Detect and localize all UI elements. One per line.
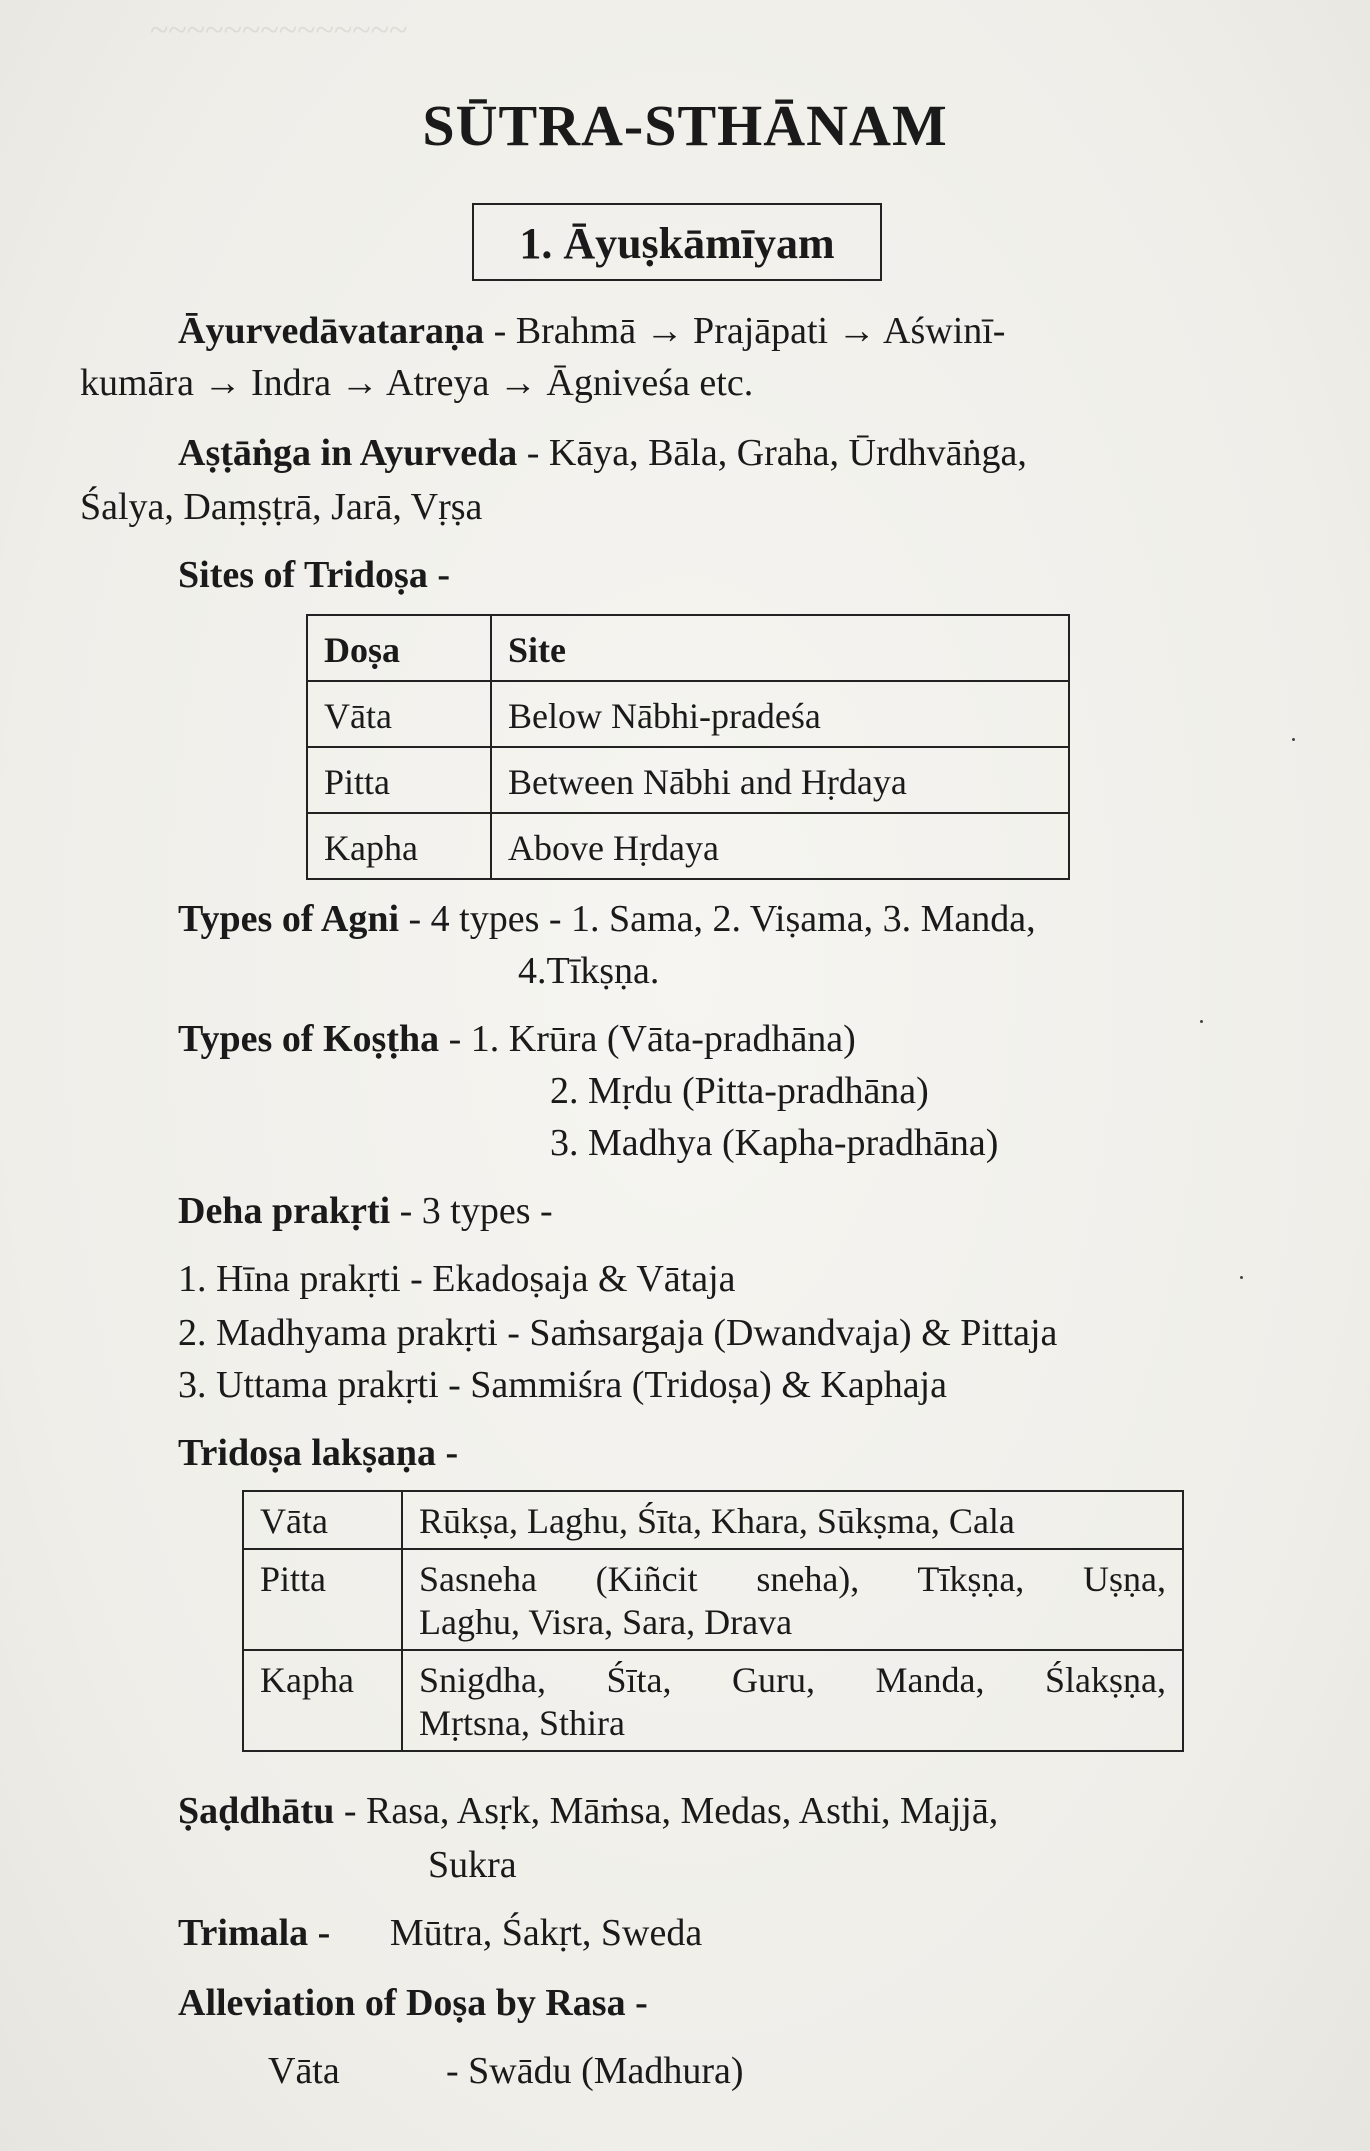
table-cell: Pitta (307, 747, 491, 813)
table-cell: Above Hṛdaya (491, 813, 1069, 879)
kostha-item-3: 3. Madhya (Kapha-pradhāna) (550, 1122, 999, 1164)
avatarana-text-2: kumāra → Indra → Atreya → Āgniveśa etc. (80, 362, 754, 404)
table-row (243, 1650, 1183, 1751)
agni-text-1: - 4 types - 1. Sama, 2. Viṣama, 3. Manda, (408, 898, 1036, 940)
table-cell (402, 1650, 1183, 1751)
saddhatu-label: Ṣaḍdhātu (178, 1790, 335, 1832)
table-cell: Between Nābhi and Hṛdaya (491, 747, 1069, 813)
kostha-item-1: - 1. Krūra (Vāta-pradhāna) (448, 1018, 856, 1060)
laksana-text: Sasneha (Kiñcit sneha), Tīkṣṇa, Uṣṇa, (419, 1559, 1166, 1600)
table-row (307, 747, 1069, 813)
astanga-text-1: - Kāya, Bāla, Graha, Ūrdhvāṅga, (526, 432, 1027, 474)
astanga-text-2: Śalya, Daṃṣṭrā, Jarā, Vṛṣa (80, 486, 483, 528)
kostha-label: Types of Koṣṭha (178, 1018, 440, 1060)
sites-label: Sites of Tridoṣa - (178, 554, 450, 596)
deha-line (178, 1192, 553, 1230)
table-cell (402, 1491, 1183, 1549)
deha-suffix: - 3 types - (399, 1190, 553, 1232)
table-row (243, 1549, 1183, 1650)
laksana-table (242, 1490, 1184, 1752)
laksana-label: Tridoṣa lakṣaṇa - (178, 1432, 459, 1474)
deha-label: Deha prakṛti (178, 1190, 391, 1232)
saddhatu-text-1: - Rasa, Asṛk, Māṁsa, Medas, Asthi, Majjā, (343, 1790, 999, 1832)
alleviation-label: Alleviation of Doṣa by Rasa - (178, 1982, 648, 2024)
table-cell (402, 1549, 1183, 1650)
trimala-value: Mūtra, Śakṛt, Sweda (389, 1912, 703, 1954)
laksana-text: Rūkṣa, Laghu, Śīta, Khara, Sūkṣma, Cala (419, 1501, 1015, 1541)
table-row (307, 615, 1069, 681)
table-cell: Kapha (243, 1650, 402, 1751)
laksana-text: Laghu, Visra, Sara, Drava (419, 1601, 793, 1642)
table-row (307, 681, 1069, 747)
show-through-text: ~~~~~~~~~~~~~~ (150, 12, 408, 49)
page-title: SŪTRA-STHĀNAM (422, 93, 948, 158)
alleviation-value: - Swādu (Madhura) (446, 2050, 744, 2092)
table-cell: Pitta (243, 1549, 402, 1650)
trimala-line (178, 1914, 702, 1952)
sites-table (306, 614, 1070, 880)
laksana-text: Mṛtsna, Sthira (419, 1702, 625, 1743)
saddhatu-line-1 (178, 1792, 998, 1830)
avatarana-label: Āyurvedāvataraṇa (178, 310, 485, 352)
deha-item-1: 1. Hīna prakṛti - Ekadoṣaja & Vātaja (178, 1258, 736, 1300)
laksana-text: Snigdha, Śīta, Guru, Manda, Ślakṣṇa, (419, 1660, 1166, 1701)
kostha-line-1 (178, 1020, 856, 1058)
table-cell: Vāta (307, 681, 491, 747)
print-speck (1240, 1276, 1243, 1279)
table-cell: Vāta (243, 1491, 402, 1549)
table-header-site: Site (491, 615, 1069, 681)
astanga-line-1 (178, 434, 1027, 472)
astanga-label: Aṣṭāṅga in Ayurveda (178, 432, 518, 474)
agni-label: Types of Agni (178, 898, 400, 940)
deha-item-2: 2. Madhyama prakṛti - Saṁsargaja (Dwandvaja) & Pittaja (178, 1312, 1058, 1354)
kostha-item-2: 2. Mṛdu (Pitta-pradhāna) (550, 1070, 929, 1112)
table-cell: Kapha (307, 813, 491, 879)
table-row (243, 1491, 1183, 1549)
avatarana-line-1 (178, 312, 1005, 350)
table-row (307, 813, 1069, 879)
alleviation-dosa: Vāta (268, 2050, 340, 2092)
agni-text-2: 4.Tīkṣṇa. (518, 950, 660, 992)
print-speck (1292, 738, 1295, 741)
avatarana-text-1: - Brahmā → Prajāpati → Aświnī- (493, 310, 1006, 352)
agni-line-1 (178, 900, 1036, 938)
chapter-heading: 1. Āyuṣkāmīyam (472, 203, 882, 281)
print-speck (1200, 1020, 1203, 1023)
deha-item-3: 3. Uttama prakṛti - Sammiśra (Tridoṣa) & Kaphaja (178, 1364, 947, 1406)
trimala-label: Trimala - (178, 1912, 331, 1954)
table-cell: Below Nābhi-pradeśa (491, 681, 1069, 747)
table-header-dosa: Doṣa (307, 615, 491, 681)
saddhatu-text-2: Sukra (428, 1844, 517, 1886)
